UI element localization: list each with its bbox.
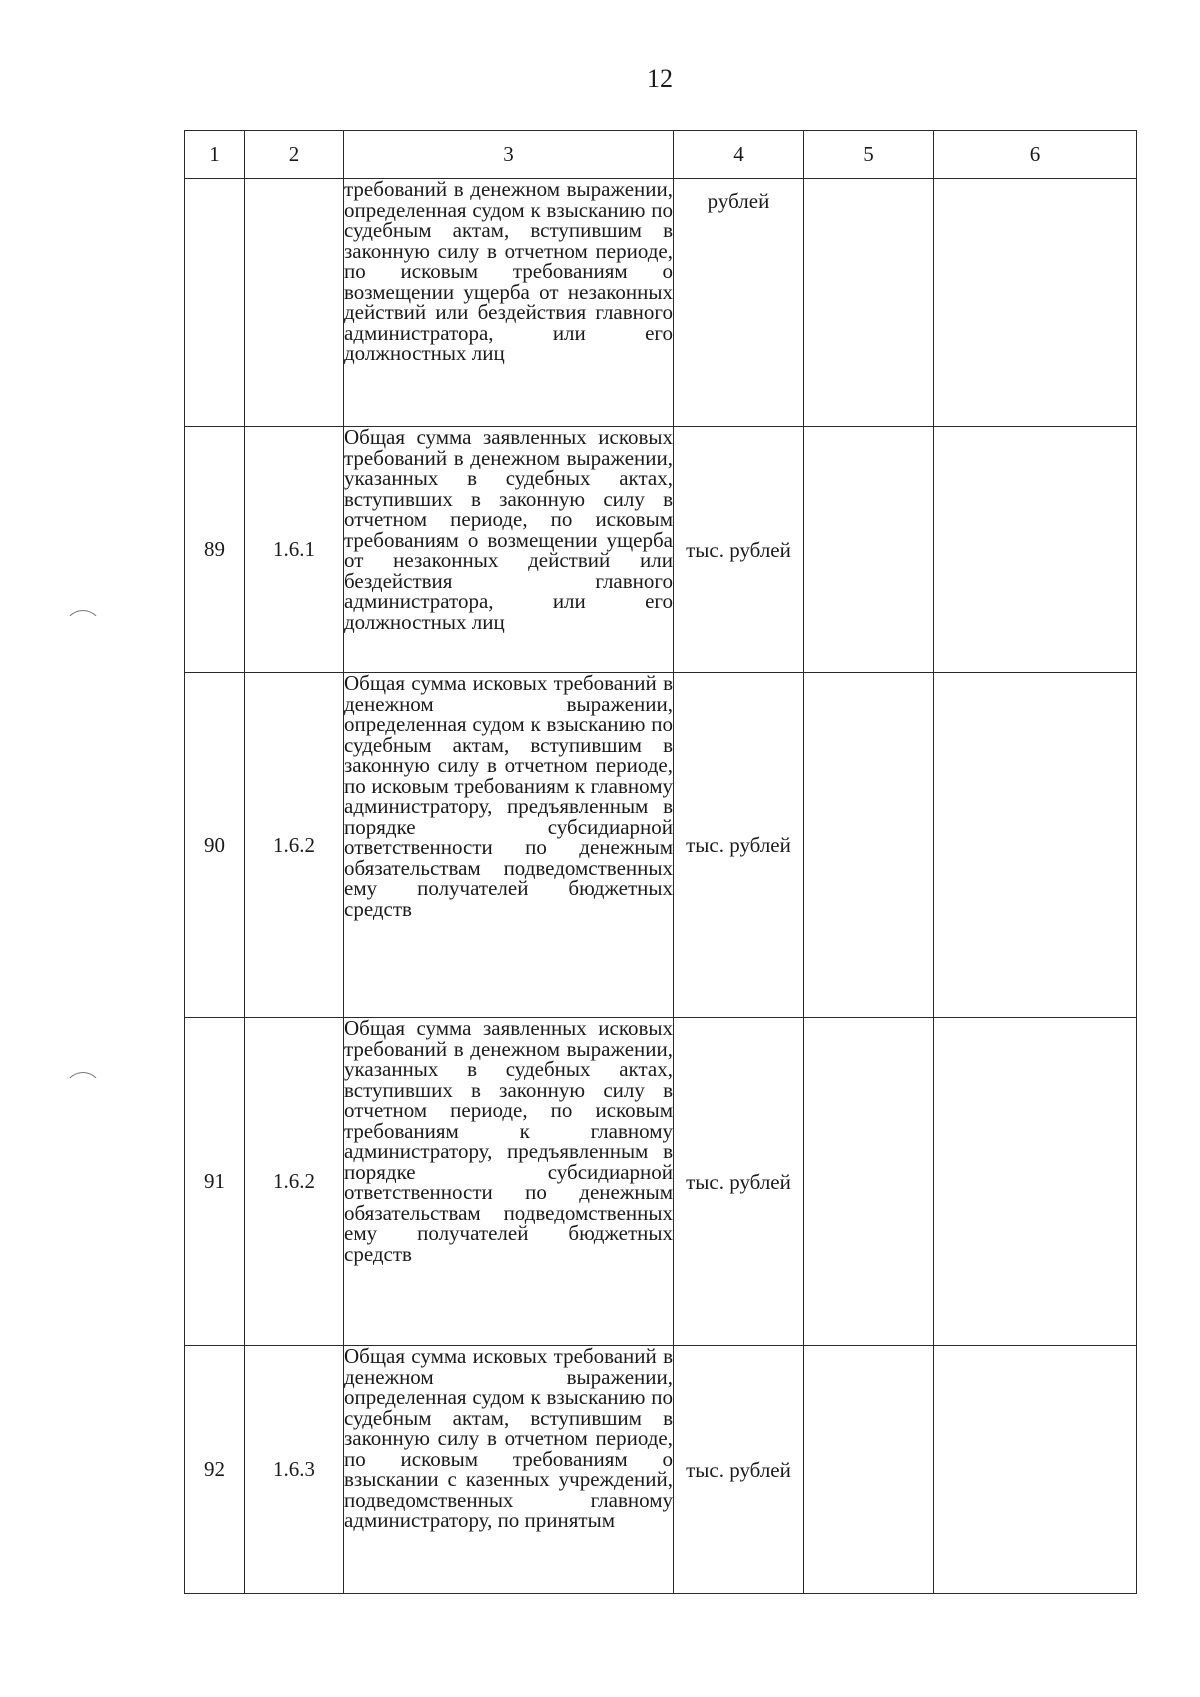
unit-of-measure: тыс. рублей <box>674 1346 804 1594</box>
row-number: 91 <box>185 1018 245 1346</box>
column-5-value <box>804 179 934 427</box>
column-6-value <box>934 1346 1137 1594</box>
table-row <box>185 673 1137 1018</box>
column-5-value <box>804 427 934 673</box>
unit-of-measure: рублей <box>674 179 804 427</box>
header-col-2: 2 <box>245 131 344 179</box>
table-row <box>185 1346 1137 1594</box>
header-col-1: 1 <box>185 131 245 179</box>
header-col-5: 5 <box>804 131 934 179</box>
column-5-value <box>804 1346 934 1594</box>
row-number <box>185 179 245 427</box>
table-row <box>185 1018 1137 1346</box>
page-number: 12 <box>647 64 673 93</box>
unit-of-measure: тыс. рублей <box>674 427 804 673</box>
indicator-description: Общая сумма заявленных исковых требований в денежном выражении, указанных в судебных актах, вступивших в законную силу в отчетном периоде, по исковым требованиям о возмещении ущерба от незаконных действий или бездействия главного администратора, или его должностных лиц <box>344 427 674 673</box>
column-6-value <box>934 673 1137 1018</box>
column-6-value <box>934 427 1137 673</box>
indicator-description: Общая сумма исковых требований в денежном выражении, определенная судом к взысканию по судебным актам, вступившим в законную силу в отчетном периоде, по исковым требованиям к главному администратору, предъявленным в порядке субсидиарной ответственности по денежным обязательствам подведомственных ему получателей бюджетных средств <box>344 673 674 1018</box>
indicator-code: 1.6.2 <box>245 673 344 1018</box>
indicator-description: Общая сумма заявленных исковых требований в денежном выражении, указанных в судебных актах, вступивших в законную силу в отчетном периоде, по исковым требованиям к главному администратору, предъявленным в порядке субсидиарной ответственности по денежным обязательствам подведомственных ему получателей бюджетных средств <box>344 1018 674 1346</box>
indicator-description: Общая сумма исковых требований в денежном выражении, определенная судом к взысканию по судебным актам, вступившим в законную силу в отчетном периоде, по исковым требованиям о взыскании с казенных учреждений, подведомственных главному администратору, по принятым <box>344 1346 674 1594</box>
row-number: 90 <box>185 673 245 1018</box>
column-6-value <box>934 1018 1137 1346</box>
header-col-4: 4 <box>674 131 804 179</box>
indicator-code: 1.6.2 <box>245 1018 344 1346</box>
unit-of-measure: тыс. рублей <box>674 673 804 1018</box>
indicator-code <box>245 179 344 427</box>
header-col-6: 6 <box>934 131 1137 179</box>
header-col-3: 3 <box>344 131 674 179</box>
table-row <box>185 427 1137 673</box>
indicator-code: 1.6.3 <box>245 1346 344 1594</box>
indicator-code: 1.6.1 <box>245 427 344 673</box>
header-row <box>185 131 1137 179</box>
data-table <box>184 130 1137 1594</box>
binder-hole-mark-icon <box>64 1072 102 1110</box>
column-6-value <box>934 179 1137 427</box>
row-number: 89 <box>185 427 245 673</box>
table-row <box>185 179 1137 427</box>
row-number: 92 <box>185 1346 245 1594</box>
binder-hole-mark-icon <box>64 610 102 648</box>
unit-of-measure: тыс. рублей <box>674 1018 804 1346</box>
indicator-description: требований в денежном выражении, определенная судом к взысканию по судебным актам, вступившим в законную силу в отчетном периоде, по исковым требованиям о возмещении ущерба от незаконных действий или бездействия главного администратора, или его должностных лиц <box>344 179 674 427</box>
column-5-value <box>804 1018 934 1346</box>
column-5-value <box>804 673 934 1018</box>
